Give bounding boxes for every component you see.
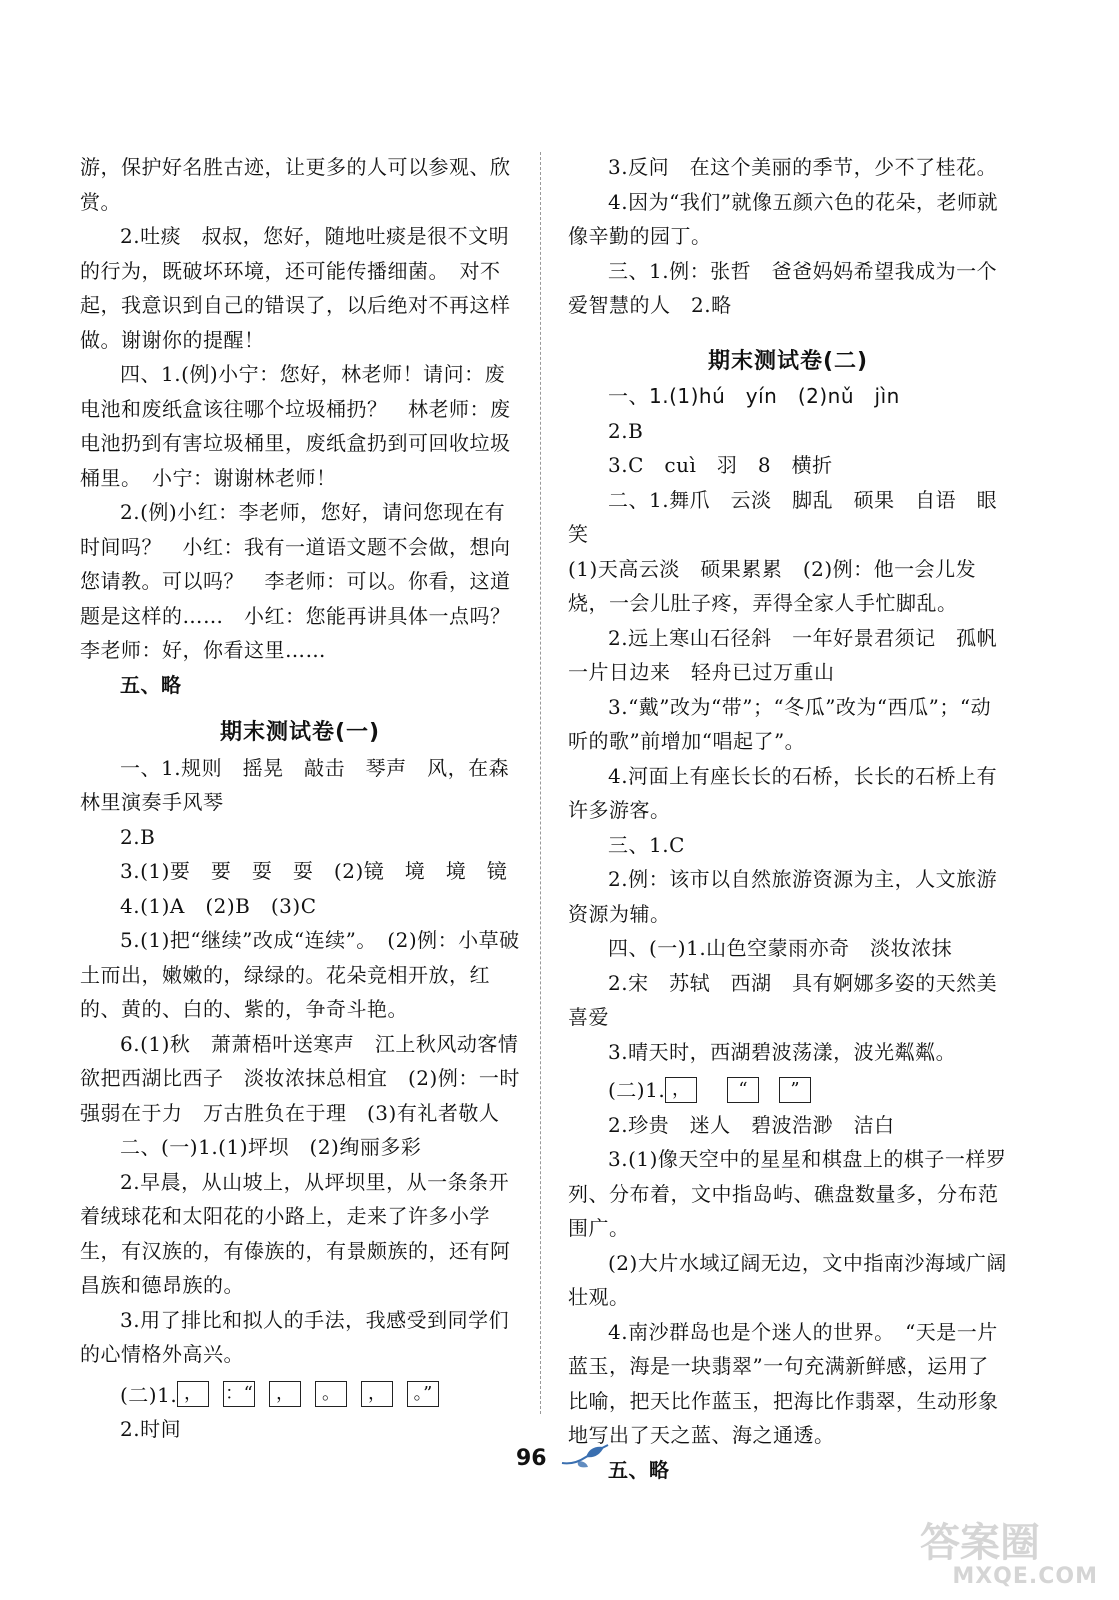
- punctuation-box: ：“: [223, 1381, 255, 1407]
- answer-paragraph: (1)天高云淡 硕果累累 (2)例：他一会儿发烧，一会儿肚子疼，弄得全家人手忙脚乱。: [568, 556, 977, 615]
- page-number: 96: [516, 1446, 547, 1471]
- watermark-site: MXQE.COM: [952, 1564, 1098, 1589]
- answer-paragraph: 2.(例)小红：李老师，您好，请问您现在有时间吗？ 小红：我有一道语文题不会做，想向您请教。可以吗？ 李老师：可以。你看，这道题是这样的…… 小红：您能再讲具体一点吗？ 李老师：好，你看这里……: [80, 500, 531, 662]
- answer-paragraph: 3.C cuì 羽 8 横折: [608, 453, 833, 477]
- answer-paragraph: 3.反问 在这个美丽的季节，少不了桂花。: [608, 155, 998, 179]
- punctuation-box: 。”: [407, 1381, 439, 1407]
- punctuation-box: “: [727, 1077, 759, 1103]
- answer-paragraph: (2)大片水域辽阔无边，文中指南沙海域广阔壮观。: [568, 1250, 1007, 1309]
- answer-paragraph: 3.(1)像天空中的星星和棋盘上的棋子一样罗列、分布着，文中指岛屿、礁盘数量多，分布范围广。: [568, 1147, 1007, 1240]
- watermark-logo: 答案圈: [920, 1520, 1040, 1566]
- punctuation-box: ，: [361, 1381, 393, 1407]
- answer-paragraph: 4.因为“我们”就像五颜六色的花朵，老师就像辛勤的园丁。: [568, 189, 999, 248]
- answer-paragraph: 三、1.C: [608, 832, 685, 857]
- punctuation-answer-row: [80, 1378, 520, 1413]
- answer-paragraph: 4.(1)A (2)B (3)C: [120, 893, 317, 918]
- answer-paragraph: 2.远上寒山石径斜 一年好景君须记 孤帆一片日边来 轻舟已过万重山: [568, 625, 998, 684]
- answer-paragraph: 4.南沙群岛也是个迷人的世界。 “天是一片蓝玉，海是一块翡翠”一句充满新鲜感，运用了比喻，把天比作蓝玉，把海比作翡翠，生动形象地写出了天之蓝、海之通透。: [568, 1319, 999, 1447]
- answer-paragraph: 游，保护好名胜古迹，让更多的人可以参观、欣赏。: [80, 155, 511, 214]
- answer-paragraph: 3.(1)要 要 耍 耍 (2)镜 境 境 镜: [120, 859, 508, 883]
- answer-paragraph: 2.珍贵 迷人 碧波浩渺 洁白: [608, 1112, 895, 1137]
- answer-paragraph: 一、1.规则 摇晃 敲击 琴声 风，在森林里演奏手风琴: [80, 755, 510, 814]
- column-divider: [540, 152, 541, 1414]
- right-column: [568, 150, 1018, 1487]
- punctuation-box: ，: [269, 1381, 301, 1407]
- answer-paragraph: 3.用了排比和拟人的手法，我感受到同学们的心情格外高兴。: [80, 1307, 510, 1366]
- answer-paragraph: 五、略: [120, 672, 182, 697]
- answer-paragraph: 三、1.例：张哲 爸爸妈妈希望我成为一个爱智慧的人 2.略: [568, 258, 998, 317]
- answer-paragraph: 6.(1)秋 萧萧梧叶送寒声 江上秋风动客情 欲把西湖比西子 淡妆浓抹总相宜 (2)例：一时强弱在于力 万古胜负在于理 (3)有礼者敬人: [80, 1031, 539, 1125]
- answer-paragraph: 2.B: [120, 824, 156, 849]
- answer-paragraph: 5.(1)把“继续”改成“连续”。 (2)例：小草破土而出，嫩嫩的，绿绿的。花朵竞相开放，红的、黄的、白的、紫的，争奇斗艳。: [80, 928, 520, 1021]
- answer-paragraph: 2.吐痰 叔叔，您好，随地吐痰是很不文明的行为，既破坏环境，还可能传播细菌。 对不起，我意识到自己的错误了，以后绝对不再这样做。谢谢你的提醒！: [80, 224, 511, 352]
- answer-paragraph: 二、(一)1.(1)坪坝 (2)绚丽多彩: [120, 1135, 422, 1159]
- punctuation-box: 。: [315, 1381, 347, 1407]
- answer-paragraph: 2.例：该市以自然旅游资源为主，人文旅游资源为辅。: [568, 867, 998, 926]
- leaf-ornament-icon: [560, 1441, 610, 1471]
- section-heading: 期末测试卷(二): [707, 348, 869, 374]
- punctuation-box: ，: [177, 1381, 209, 1407]
- answer-paragraph: 2.时间: [120, 1417, 182, 1441]
- section-heading: 期末测试卷(一): [219, 720, 381, 745]
- punctuation-box: ”: [779, 1077, 811, 1103]
- left-column: [80, 150, 539, 1447]
- punctuation-box: ，: [665, 1077, 697, 1103]
- answer-paragraph: 2.B: [608, 418, 644, 443]
- answer-paragraph: 3.晴天时，西湖碧波荡漾，波光粼粼。: [608, 1039, 957, 1064]
- answer-paragraph: 2.宋 苏轼 西湖 具有婀娜多姿的天然美 喜爱: [568, 970, 1018, 1029]
- answer-paragraph: 3.“戴”改为“带”；“冬瓜”改为“西瓜”；“动听的歌”前增加“唱起了”。: [568, 694, 992, 753]
- answer-label: (二)1.: [120, 1382, 178, 1407]
- answer-paragraph: 2.早晨，从山坡上，从坪坝里，从一条条开着绒球花和太阳花的小路上，走来了许多小学生，有汉族的，有傣族的，有景颇族的，还有阿昌族和德昂族的。: [80, 1169, 511, 1297]
- watermark: [912, 1505, 1102, 1591]
- answer-paragraph: 五、略: [608, 1457, 670, 1482]
- answer-paragraph: 二、1.舞爪 云淡 脚乱 硕果 自语 眼笑: [568, 487, 998, 546]
- answer-paragraph: 四、(一)1.山色空蒙雨亦奇 淡妆浓抹: [608, 936, 953, 960]
- punctuation-answer-row: [568, 1073, 1008, 1108]
- answer-label: (二)1.: [608, 1078, 666, 1102]
- answer-paragraph: 4.河面上有座长长的石桥，长长的石桥上有许多游客。: [568, 763, 998, 822]
- answer-paragraph: 一、1.(1)hú yín (2)nǔ jìn: [608, 384, 900, 408]
- answer-paragraph: 四、1.(例)小宁：您好，林老师！请问：废电池和废纸盒该往哪个垃圾桶扔？ 林老师：废电池扔到有害垃圾桶里，废纸盒扔到可回收垃圾桶里。 小宁：谢谢林老师！: [80, 362, 511, 490]
